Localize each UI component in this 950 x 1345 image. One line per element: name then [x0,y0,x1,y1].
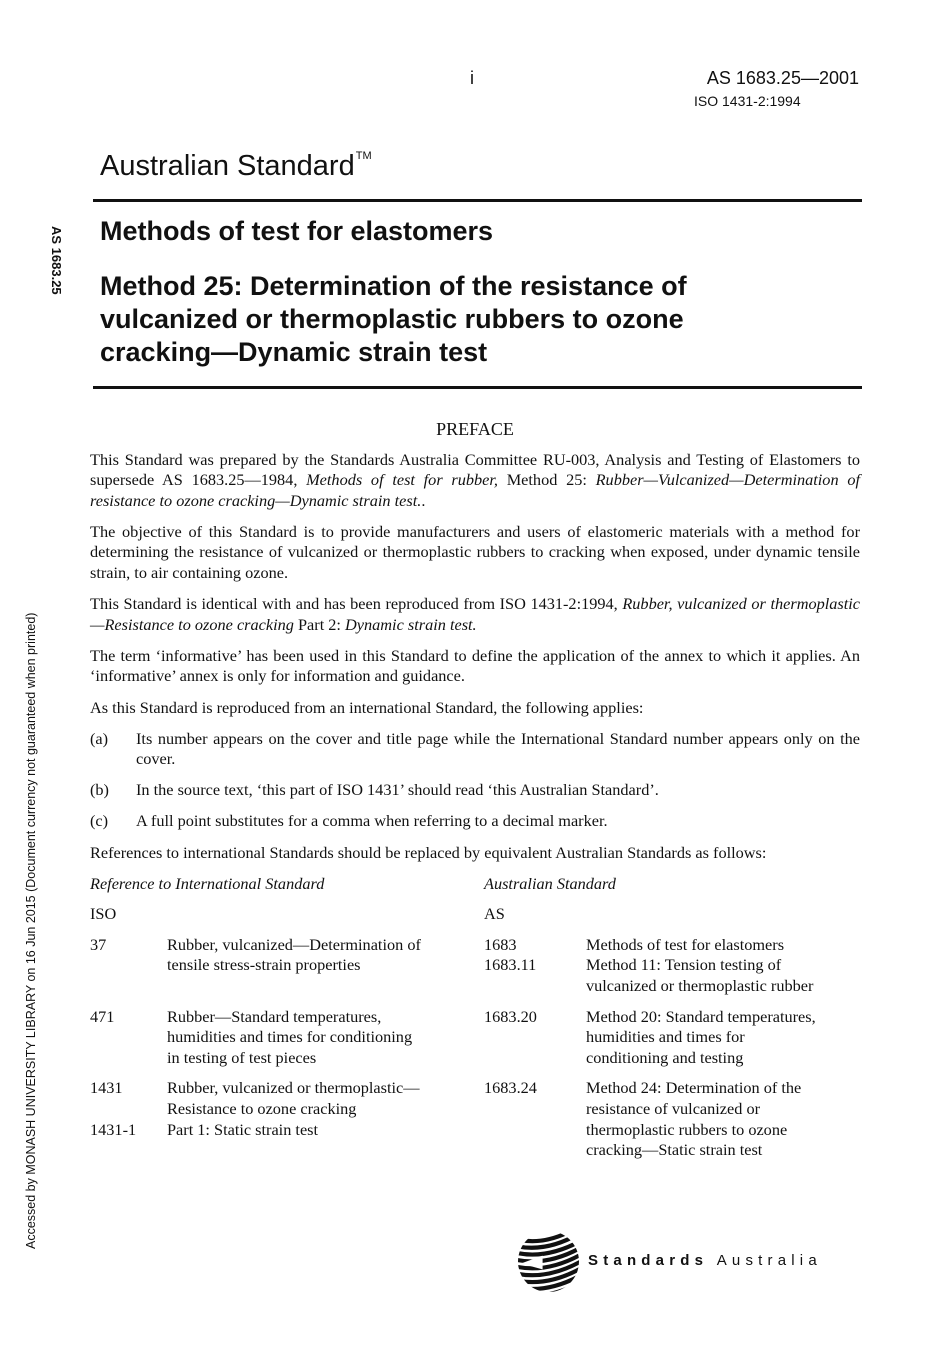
spine-label: AS 1683.25 [49,226,64,295]
list-item [90,780,860,801]
prefix-iso: ISO [90,904,117,924]
preface-paragraph-2: The objective of this Standard is to provide manufacturers and users of elastomeric materials with a method for determining the resistance of vulcanized or thermoplastic rubbers to cracking when exposed, under dynamic tensile strain, to air containing ozone. [90,521,860,583]
iso-number: 37 [90,934,107,954]
preface-paragraph-5: As this Standard is reproduced from an international Standard, the following applies: [90,697,644,717]
preface-heading: PREFACE [436,419,514,439]
iso-title: Rubber—Standard temperatures, humidities and times for conditioning in testing of test pieces [167,1006,413,1067]
brand-title [100,150,372,183]
list-text: In the source text, ‘this part of ISO 1431’ should read ‘this Australian Standard’. [136,780,659,800]
list-label: (b) [90,780,109,800]
as-title: Method 24: Determination of the resistance of vulcanized or thermoplastic rubbers to ozone cracking—Static strain test [586,1078,802,1160]
access-note: Accessed by MONASH UNIVERSITY LIBRARY on 16 Jun 2015 (Document currency not guaranteed when printed) [24,612,38,1249]
brand-name: Australian Standard [100,150,355,182]
method-title: Method 25: Determination of the resistance of vulcanized or thermoplastic rubbers to ozone cracking—Dynamic strain test [100,271,687,367]
list-item [90,811,860,832]
reference-table [90,874,860,1161]
list-text: Its number appears on the cover and title page while the International Standard number appears only on the cover. [136,728,860,769]
table-row [90,1078,860,1160]
document-title: Methods of test for elastomers [100,216,494,246]
table-row [90,1007,860,1069]
iso-number: 471 [90,1006,115,1026]
iso-code: ISO 1431-2:1994 [694,93,801,109]
trademark-mark: TM [355,150,372,162]
column-header-international: Reference to International Standard [90,873,325,893]
as-number: 1683.24 [484,1078,537,1098]
page-number: i [470,68,474,88]
iso-number: 1431 1431-1 [90,1078,137,1139]
list-label: (c) [90,811,109,831]
prefix-as: AS [484,904,505,924]
as-title: Method 20: Standard temperatures, humidities and times for conditioning and testing [586,1006,816,1067]
as-number: 1683.20 [484,1006,537,1026]
preface-paragraph-4: The term ‘informative’ has been used in this Standard to define the application of the annex to which it applies. An ‘informative’ annex is only for information and guidance. [90,645,860,686]
as-number: 1683 1683.11 [484,934,537,975]
preface-paragraph-6: References to international Standards should be replaced by equivalent Australian Standards as follows: [90,842,767,862]
standards-australia-logo-icon [517,1230,580,1293]
list-item [90,729,860,770]
preface-body [90,419,860,1171]
iso-title: Rubber, vulcanized or thermoplastic— Resistance to ozone cracking Part 1: Static strain test [167,1078,420,1139]
table-prefix-row [90,904,860,925]
title-rule [93,386,862,389]
preface-paragraph-1: This Standard was prepared by the Standards Australia Committee RU-003, Analysis and Testing of Elastomers to supersede AS 1683.25—1984, Methods of test for rubber, Method 25: Rubber—Vulcanized—Determination of resistance to ozone cracking—Dynamic strain test.. [90,449,860,510]
table-row [90,935,860,997]
list-label: (a) [90,728,109,748]
as-title: Methods of test for elastomers Method 11: Tension testing of vulcanized or thermoplastic rubber [586,934,814,995]
iso-title: Rubber, vulcanized—Determination of tensile stress-strain properties [167,934,421,975]
top-rule [93,199,862,202]
preface-paragraph-3: This Standard is identical with and has been reproduced from ISO 1431-2:1994, Rubber, vulcanized or thermoplastic—Resistance to ozone cracking Part 2: Dynamic strain test. [90,594,861,634]
standard-code: AS 1683.25—2001 [706,68,859,88]
list-text: A full point substitutes for a comma when referring to a decimal marker. [136,811,608,831]
publisher-logo-text: Standards Australia [588,1252,822,1269]
column-header-australian: Australian Standard [484,873,616,893]
table-header-row [90,874,860,895]
